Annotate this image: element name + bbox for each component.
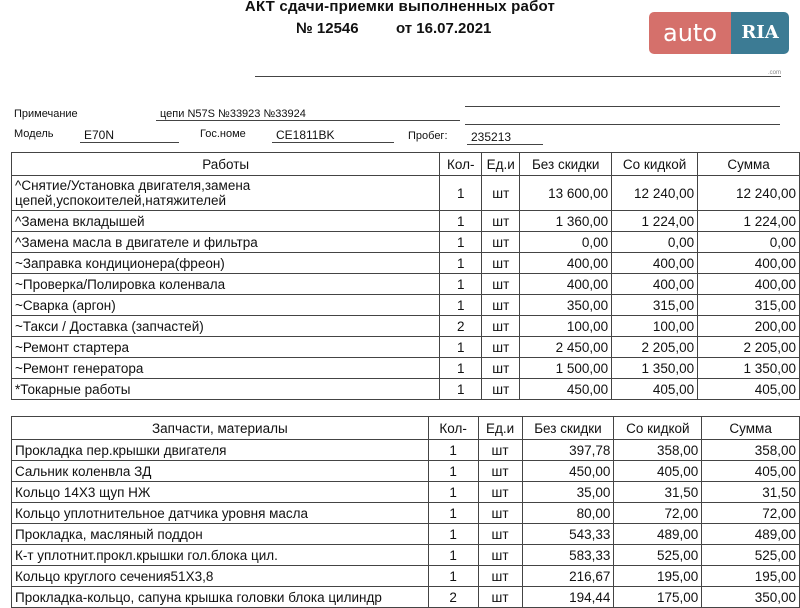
plate-value: CE1811BK: [272, 128, 394, 143]
work-sum: 2 205,00: [698, 337, 800, 358]
work-price: 450,00: [520, 379, 612, 400]
work-price: 13 600,00: [520, 176, 612, 211]
logo-ria-text: RIA: [731, 12, 789, 54]
part-name: Прокладка-кольцо, сапуна крышка головки блока цилиндр: [12, 587, 429, 608]
work-discounted: 2 205,00: [612, 337, 698, 358]
column-header: Ед.и: [482, 153, 520, 176]
column-header: Работы: [12, 153, 440, 176]
work-discounted: 405,00: [612, 379, 698, 400]
table-row: [12, 316, 800, 337]
work-unit: шт: [482, 232, 520, 253]
column-header: Запчасти, материалы: [12, 417, 429, 440]
part-price: 194,44: [522, 587, 614, 608]
document-date: от 16.07.2021: [396, 20, 492, 37]
table-row: [12, 379, 800, 400]
part-qty: 1: [428, 524, 478, 545]
document-number: № 12546: [296, 20, 359, 37]
work-sum: 400,00: [698, 253, 800, 274]
column-header: Без скидки: [522, 417, 614, 440]
work-price: 400,00: [520, 253, 612, 274]
part-sum: 195,00: [702, 566, 800, 587]
part-discounted: 405,00: [614, 461, 702, 482]
work-price: 1 360,00: [520, 211, 612, 232]
table-row: [12, 566, 800, 587]
work-name: ~Ремонт генератора: [12, 358, 440, 379]
part-discounted: 358,00: [614, 440, 702, 461]
part-unit: шт: [478, 440, 522, 461]
part-unit: шт: [478, 587, 522, 608]
model-value: E70N: [80, 128, 179, 143]
work-unit: шт: [482, 253, 520, 274]
work-discounted: 100,00: [612, 316, 698, 337]
table-row: [12, 461, 800, 482]
part-qty: 1: [428, 482, 478, 503]
column-header: Ед.и: [478, 417, 522, 440]
work-sum: 0,00: [698, 232, 800, 253]
part-qty: 2: [428, 587, 478, 608]
works-table: [11, 152, 800, 400]
table-row: [12, 176, 800, 211]
work-discounted: 0,00: [612, 232, 698, 253]
work-qty: 2: [440, 316, 482, 337]
work-sum: 200,00: [698, 316, 800, 337]
part-discounted: 195,00: [614, 566, 702, 587]
divider-line: [465, 124, 780, 125]
work-sum: 400,00: [698, 274, 800, 295]
part-sum: 31,50: [702, 482, 800, 503]
work-name: ~Проверка/Полировка коленвала: [12, 274, 440, 295]
work-name: ~Заправка кондиционера(фреон): [12, 253, 440, 274]
work-qty: 1: [440, 176, 482, 211]
part-name: Прокладка, масляный поддон: [12, 524, 429, 545]
work-discounted: 1 350,00: [612, 358, 698, 379]
work-unit: шт: [482, 358, 520, 379]
work-qty: 1: [440, 337, 482, 358]
part-price: 543,33: [522, 524, 614, 545]
work-price: 0,00: [520, 232, 612, 253]
work-discounted: 315,00: [612, 295, 698, 316]
work-price: 400,00: [520, 274, 612, 295]
part-discounted: 72,00: [614, 503, 702, 524]
parts-table: [11, 416, 800, 608]
work-name: ~Ремонт стартера: [12, 337, 440, 358]
part-name: Кольцо 14Х3 щуп НЖ: [12, 482, 429, 503]
part-discounted: 31,50: [614, 482, 702, 503]
table-row: [12, 482, 800, 503]
part-sum: 405,00: [702, 461, 800, 482]
work-name: *Токарные работы: [12, 379, 440, 400]
table-row: [12, 232, 800, 253]
note-label: Примечание: [14, 108, 78, 120]
part-qty: 1: [428, 566, 478, 587]
part-name: К-т уплотнит.прокл.крышки гол.блока цил.: [12, 545, 429, 566]
table-row: [12, 211, 800, 232]
work-qty: 1: [440, 274, 482, 295]
table-row: [12, 358, 800, 379]
part-sum: 350,00: [702, 587, 800, 608]
plate-label: Гос.номе: [200, 128, 246, 140]
table-row: [12, 503, 800, 524]
note-value: цепи N57S №33923 №33924: [156, 108, 460, 121]
column-header: Кол-: [428, 417, 478, 440]
part-unit: шт: [478, 482, 522, 503]
part-price: 80,00: [522, 503, 614, 524]
part-qty: 1: [428, 461, 478, 482]
work-discounted: 1 224,00: [612, 211, 698, 232]
part-qty: 1: [428, 545, 478, 566]
logo-domain: .com: [768, 70, 782, 76]
work-price: 1 500,00: [520, 358, 612, 379]
column-header: Со кидкой: [614, 417, 702, 440]
work-price: 350,00: [520, 295, 612, 316]
column-header: Кол-: [440, 153, 482, 176]
work-qty: 1: [440, 379, 482, 400]
work-sum: 12 240,00: [698, 176, 800, 211]
works-header-row: [12, 153, 800, 176]
part-price: 397,78: [522, 440, 614, 461]
work-name: ^Замена вкладышей: [12, 211, 440, 232]
part-unit: шт: [478, 503, 522, 524]
work-qty: 1: [440, 211, 482, 232]
work-unit: шт: [482, 379, 520, 400]
work-name: ^Замена масла в двигателе и фильтра: [12, 232, 440, 253]
part-discounted: 489,00: [614, 524, 702, 545]
work-price: 2 450,00: [520, 337, 612, 358]
work-unit: шт: [482, 211, 520, 232]
part-qty: 1: [428, 503, 478, 524]
column-header: Без скидки: [520, 153, 612, 176]
work-name: ~Такси / Доставка (запчастей): [12, 316, 440, 337]
document-title: АКТ сдачи-приемки выполненных работ: [244, 0, 556, 15]
work-sum: 315,00: [698, 295, 800, 316]
table-row: [12, 587, 800, 608]
part-price: 35,00: [522, 482, 614, 503]
part-price: 216,67: [522, 566, 614, 587]
part-discounted: 175,00: [614, 587, 702, 608]
work-sum: 1 350,00: [698, 358, 800, 379]
divider-line: [465, 106, 780, 107]
part-qty: 1: [428, 440, 478, 461]
part-sum: 489,00: [702, 524, 800, 545]
column-header: Со кидкой: [612, 153, 698, 176]
column-header: Сумма: [698, 153, 800, 176]
column-header: Сумма: [702, 417, 800, 440]
part-name: Кольцо круглого сечения51Х3,8: [12, 566, 429, 587]
part-discounted: 525,00: [614, 545, 702, 566]
work-qty: 1: [440, 295, 482, 316]
table-row: [12, 253, 800, 274]
work-qty: 1: [440, 232, 482, 253]
part-unit: шт: [478, 461, 522, 482]
parts-header-row: [12, 417, 800, 440]
part-name: Кольцо уплотнительное датчика уровня масла: [12, 503, 429, 524]
table-row: [12, 545, 800, 566]
work-name: ~Сварка (аргон): [12, 295, 440, 316]
model-label: Модель: [14, 128, 54, 140]
work-qty: 1: [440, 253, 482, 274]
work-unit: шт: [482, 274, 520, 295]
work-unit: шт: [482, 316, 520, 337]
mileage-label: Пробег:: [408, 130, 448, 142]
work-name: ^Снятие/Установка двигателя,замена цепей,успокоителей,натяжителей: [12, 176, 440, 211]
work-unit: шт: [482, 337, 520, 358]
work-unit: шт: [482, 295, 520, 316]
work-sum: 405,00: [698, 379, 800, 400]
part-unit: шт: [478, 524, 522, 545]
part-price: 450,00: [522, 461, 614, 482]
autoria-logo[interactable]: [649, 12, 789, 54]
work-sum: 1 224,00: [698, 211, 800, 232]
table-row: [12, 524, 800, 545]
table-row: [12, 295, 800, 316]
logo-auto-text: auto: [649, 12, 731, 54]
table-row: [12, 440, 800, 461]
table-row: [12, 274, 800, 295]
part-name: Сальник коленвла ЗД: [12, 461, 429, 482]
divider-line: [255, 76, 781, 77]
work-unit: шт: [482, 176, 520, 211]
part-name: Прокладка пер.крышки двигателя: [12, 440, 429, 461]
table-row: [12, 337, 800, 358]
part-sum: 72,00: [702, 503, 800, 524]
part-sum: 525,00: [702, 545, 800, 566]
work-qty: 1: [440, 358, 482, 379]
work-price: 100,00: [520, 316, 612, 337]
work-discounted: 12 240,00: [612, 176, 698, 211]
part-sum: 358,00: [702, 440, 800, 461]
part-price: 583,33: [522, 545, 614, 566]
part-unit: шт: [478, 566, 522, 587]
part-unit: шт: [478, 545, 522, 566]
work-discounted: 400,00: [612, 274, 698, 295]
work-discounted: 400,00: [612, 253, 698, 274]
mileage-value: 235213: [467, 130, 543, 145]
